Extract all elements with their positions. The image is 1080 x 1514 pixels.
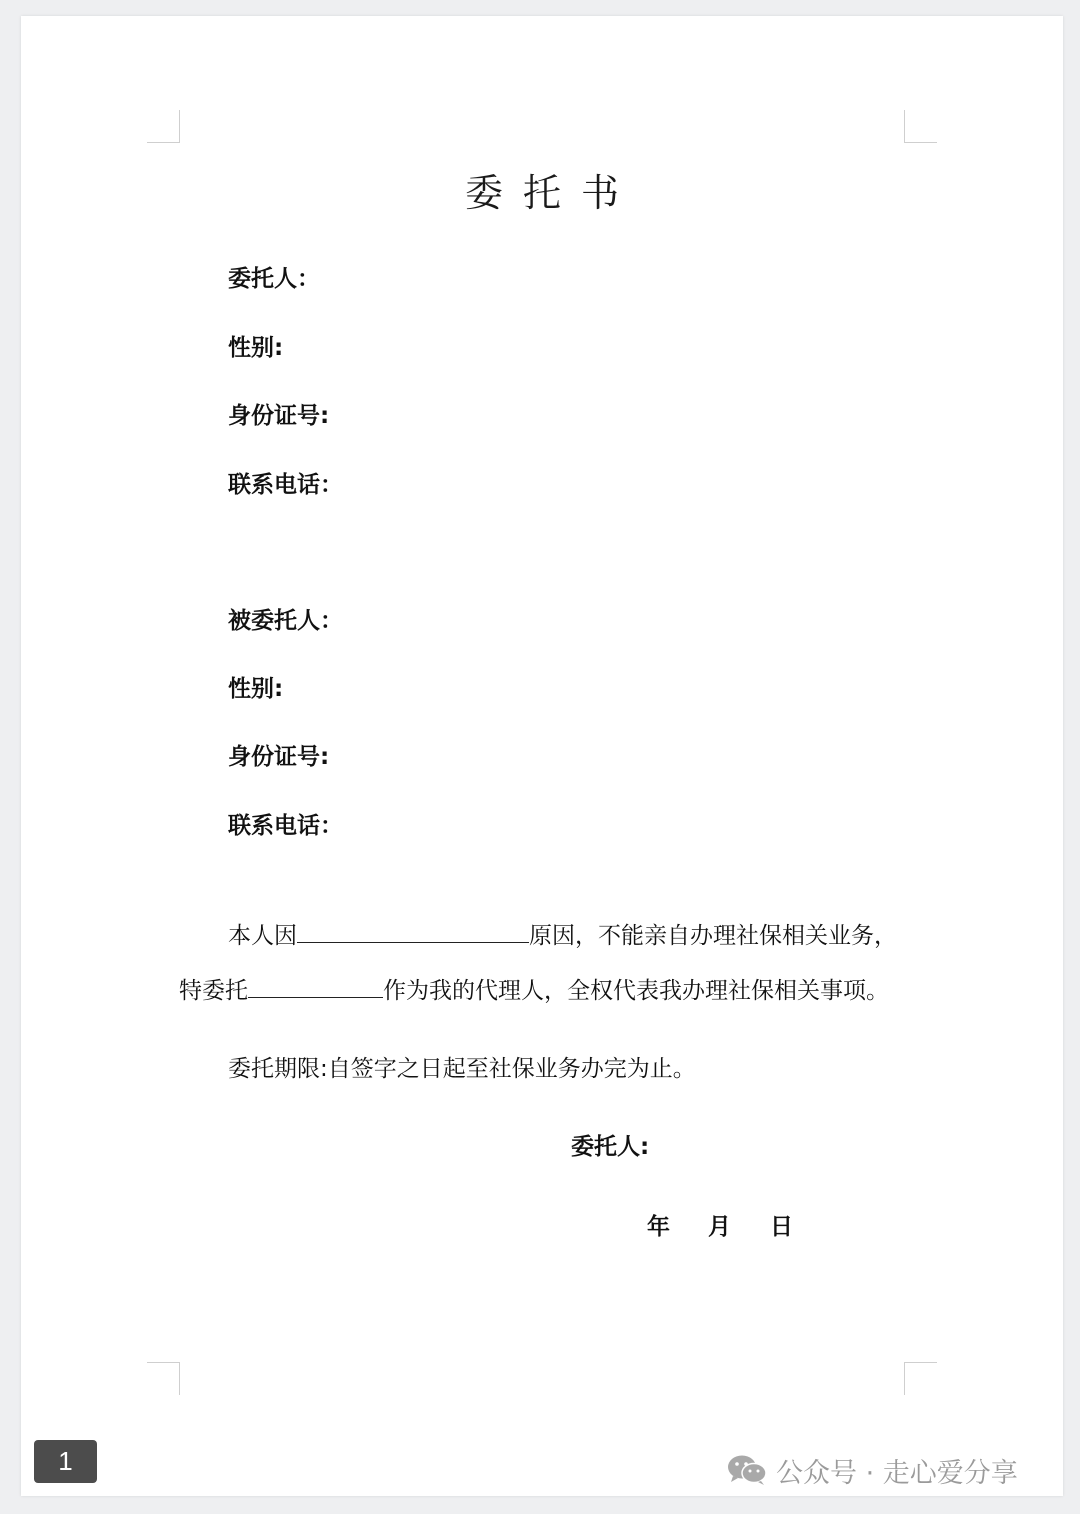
agent-blank xyxy=(248,977,383,998)
body-line-1 xyxy=(228,917,897,950)
crop-mark-bottom-right xyxy=(904,1362,937,1395)
body-line-1-prefix: 本人因 xyxy=(228,923,297,949)
crop-mark-top-left xyxy=(147,110,180,143)
principal-id-label: 身份证号: xyxy=(228,403,330,429)
principal-gender-label: 性别: xyxy=(228,335,284,361)
document-page xyxy=(21,16,1063,1496)
page-number-badge: 1 xyxy=(34,1440,97,1483)
crop-mark-bottom-left xyxy=(147,1362,180,1395)
agent-gender-label: 性别: xyxy=(228,676,284,702)
watermark-text: 公众号 · 走心爱分享 xyxy=(776,1457,1018,1489)
reason-blank xyxy=(297,922,529,943)
principal-phone-label: 联系电话： xyxy=(228,472,343,498)
body-line-2 xyxy=(179,972,889,1005)
crop-mark-top-right xyxy=(904,110,937,143)
principal-name-label: 委托人： xyxy=(228,266,320,292)
date-month: 月 xyxy=(708,1214,731,1240)
watermark xyxy=(726,1450,1018,1490)
wechat-icon xyxy=(726,1453,768,1487)
date-year: 年 xyxy=(647,1214,670,1240)
agent-name-label: 被委托人： xyxy=(228,608,343,634)
document-title: 委托书 xyxy=(464,171,639,215)
agent-id-label: 身份证号: xyxy=(228,744,330,770)
body-line-2-suffix: 作为我的代理人，全权代表我办理社保相关事项。 xyxy=(383,978,889,1004)
agent-phone-label: 联系电话： xyxy=(228,813,343,839)
signature-label: 委托人: xyxy=(571,1134,650,1160)
body-line-2-prefix: 特委托 xyxy=(179,978,248,1004)
body-line-1-suffix: 原因，不能亲自办理社保相关业务， xyxy=(529,923,897,949)
term-line: 委托期限:自签字之日起至社保业务办完为止。 xyxy=(228,1056,696,1082)
date-day: 日 xyxy=(770,1214,793,1240)
